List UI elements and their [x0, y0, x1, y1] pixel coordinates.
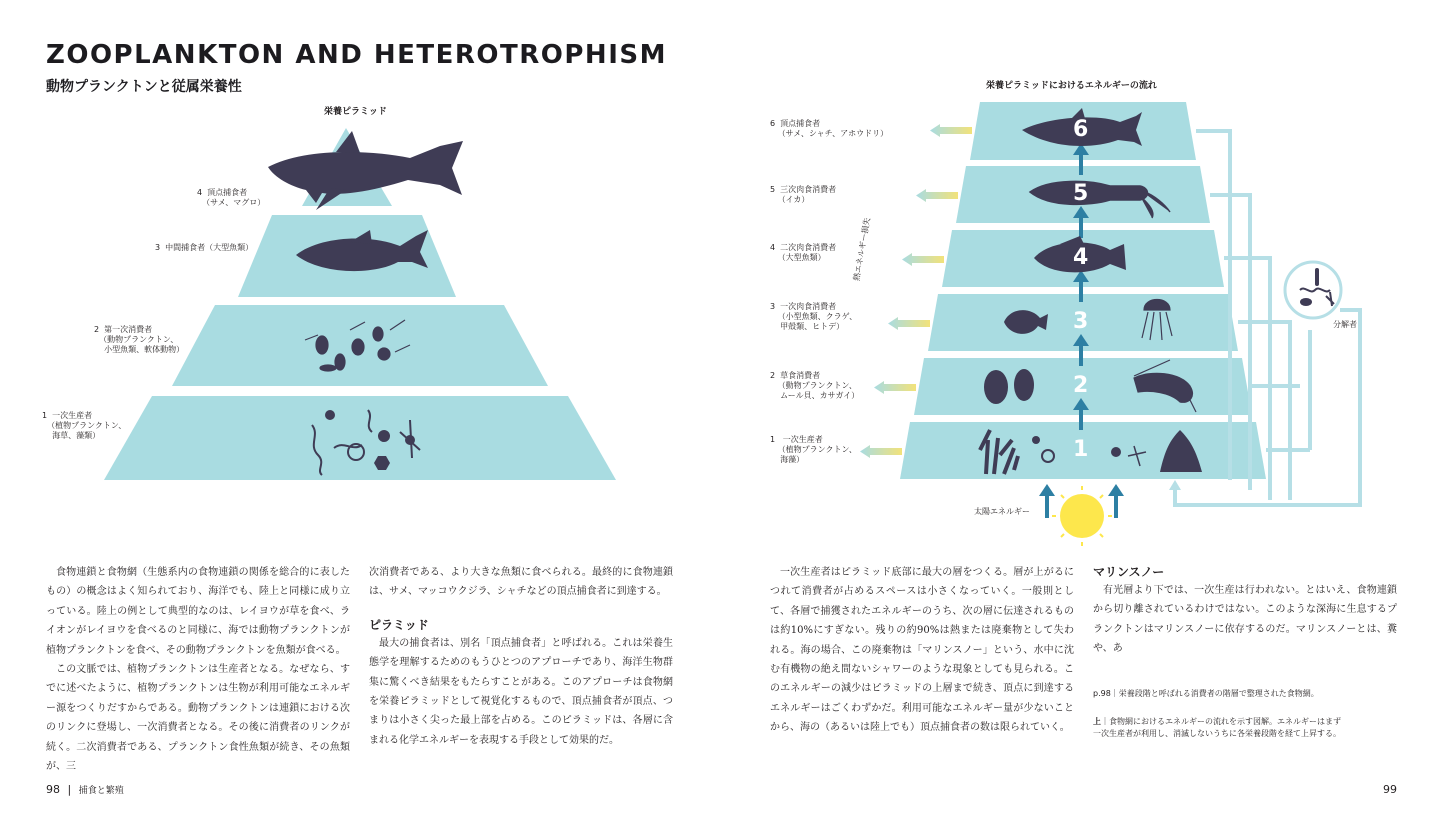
level-number-6: 6 [1073, 117, 1089, 142]
left-level-4-label: 4 頂点捕食者 （サメ、マグロ） [197, 188, 266, 207]
level-number-4: 4 [1073, 245, 1089, 270]
col1-paragraph-2: この文脈では、植物プランクトンは生産者となる。なぜなら、すでに述べたように、植物プランクトンは生物が利用可能なエネルギー源をつくりだすからである。動物プランクトンは連鎖における次のリンクに登場し、一次消費者となる。その後に消費者のリンクが続く。二次消費者である、プランクトン食性魚類が続き、その魚類が、三 [46, 664, 350, 773]
level-number-5: 5 [1073, 181, 1089, 206]
right-level-3-label: 3 一次肉食消費者 （小型魚類、クラゲ、 甲殻類、ヒトデ） [770, 302, 858, 331]
left-level-2-label: 2 第一次消費者 （動物プランクトン、 小型魚類、軟体動物） [94, 325, 185, 354]
decomposer-circle-icon [1285, 262, 1341, 318]
left-level-3-label: 3 中間捕食者（大型魚類） [155, 243, 254, 252]
folio-left-number: 98 [46, 783, 60, 796]
left-level-1-label: 1 一次生産者 （植物プランクトン、 海草、藻類） [42, 411, 127, 440]
col2-paragraph-1: 次消費者である、より大きな魚類に食べられる。最終的に食物連鎖は、サメ、マッコウクジラ、シャチなどの頂点捕食者に到達する。 [369, 567, 673, 598]
heat-loss-label: 熱エネルギー損失 [852, 216, 872, 282]
right-level-1-label: 1 一次生産者 （植物プランクトン、 海藻） [770, 435, 857, 464]
page-subtitle: 動物プランクトンと従属栄養性 [46, 79, 242, 95]
level-number-2: 2 [1073, 373, 1089, 398]
col4-heading: マリンスノー [1093, 565, 1165, 579]
folio-left: 98 | 捕食と繁殖 [46, 783, 124, 796]
level-number-3: 3 [1073, 309, 1089, 334]
caption-2-head: 上 [1093, 717, 1101, 726]
folio-right-number: 99 [1383, 783, 1397, 796]
flow-arrowhead-icon [1169, 480, 1181, 490]
right-level-5-label: 5 三次肉食消費者 （イカ） [770, 185, 837, 204]
col4-paragraph-1: 有光層より下では、一次生産は行われない。とはいえ、食物連鎖から切り離されているわけではない。このような深海に生息するプランクトンはマリンスノーに依存するのだ。マリンスノーとは、糞や、あ [1093, 585, 1397, 655]
left-pyramid-title: 栄養ピラミッド [324, 107, 387, 117]
left-tier-1 [104, 396, 616, 480]
col3-paragraph-1: 一次生産者はピラミッド底部に最大の層をつくる。層が上がるにつれて消費者が占めるスペースは小さくなっていく。一般則として、各層で捕獲されたエネルギーのうち、次の層に伝達されるものは約10%にすぎない。残りの約90%は熱または廃棄物として失われる。海の場合、この廃棄物は「マリンスノー」という、水中に沈む有機物の絶え間ないシャワーのような現象としても見られる。このエネルギーの減少はピラミッドの上層まで続き、頂点に到達するエネルギーはごくわずかだ。利用可能なエネルギー量が少ないことから、海の（あるいは陸上でも）頂点捕食者の数は限られていく。 [770, 567, 1074, 734]
level-number-1: 1 [1073, 437, 1089, 462]
caption-1: p.98｜栄養段階と呼ばれる消費者の階層で整理された食物網。 [1093, 689, 1319, 698]
decomposer-label: 分解者 [1333, 320, 1357, 329]
col2-heading: ピラミッド [369, 617, 429, 632]
body-column-2 [369, 563, 673, 750]
page-title: ZOOPLANKTON AND HETEROTROPHISM [46, 40, 667, 70]
right-level-4-label: 4 二次肉食消費者 （大型魚類） [770, 243, 837, 262]
sun-icon [1052, 486, 1112, 546]
right-level-2-label: 2 草食消費者 （動物プランクトン、 ムール貝、カサガイ） [770, 371, 860, 400]
body-column-3 [770, 563, 1074, 738]
right-pyramid-title: 栄養ピラミッドにおけるエネルギーの流れ [986, 81, 1157, 91]
right-level-6-label: 6 頂点捕食者 （サメ、シャチ、アホウドリ） [770, 119, 889, 138]
body-column-1 [46, 563, 350, 776]
solar-energy-label: 太陽エネルギー [974, 507, 1030, 516]
caption-2 [1093, 716, 1343, 740]
body-column-4 [1093, 563, 1397, 659]
plankton-small-icon [1032, 436, 1040, 444]
col1-paragraph-1: 食物連鎖と食物網（生態系内の食物連鎖の関係を総合的に表したもの）の概念はよく知られており、海洋でも、陸上と同様に成り立っている。陸上の例として典型的なのは、レイヨウが草を食べ、ライオンがレイヨウを食べるのと同様に、海では動物プランクトンが植物プランクトンを食べ、その動物プランクトンを魚類が食べる。 [46, 567, 350, 656]
col2-paragraph-2: 最大の捕食者は、別名「頂点捕食者」と呼ばれる。これは栄養生態学を理解するためのもうひとつのアプローチであり、海洋生物群集に驚くべき結果をもたらすことがある。このアプローチは食物網を栄養ピラミッドとして視覚化するもので、頂点捕食者が頂点、つまりは小さく尖った最上部を占める。このピラミッドは、各層に含まれる化学エネルギーを表現する手段として効果的だ。 [369, 637, 673, 746]
folio-left-text: 捕食と繁殖 [78, 786, 124, 796]
caption-2-text: ｜食物網におけるエネルギーの流れを示す図解。エネルギーはまず一次生産者が利用し、消滅しないうちに各栄養段階を経て上昇する。 [1093, 717, 1341, 738]
